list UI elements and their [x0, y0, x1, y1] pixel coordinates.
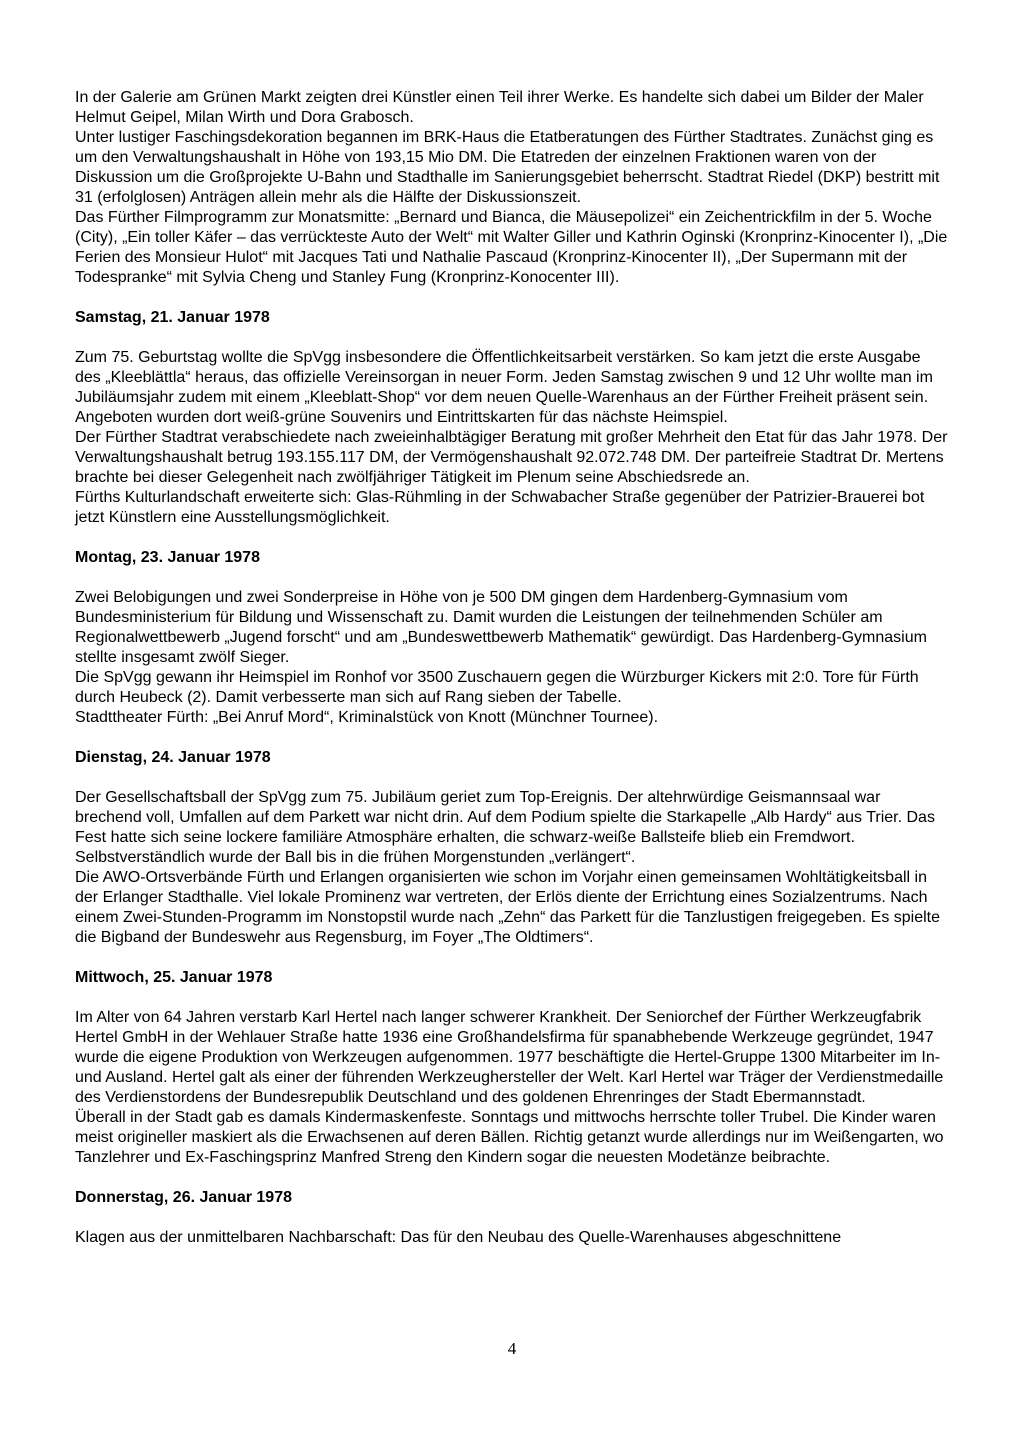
body-paragraph: Das Fürther Filmprogramm zur Monatsmitte: „Bernard und Bianca, die Mäusepolizei“ ein Zeichentrickfilm in der 5. Woche (City), „Ein toller Käfer – das verrückteste Auto der Welt“ mit Walter Giller und Kathrin Oginski (Kronprinz-Kinocenter I), „Die Ferien des Monsieur Hulot“ mit Jacques Tati und Nathalie Pascaud (Kronprinz-Kinocenter II), „Der Supermann mit der Todespranke“ mit Sylvia Cheng und Stanley Fung (Kronprinz-Konocenter III). [75, 209, 948, 286]
body-paragraph: Überall in der Stadt gab es damals Kindermaskenfeste. Sonntags und mittwochs herrschte toller Trubel. Die Kinder waren meist origineller maskiert als die Erwachsenen auf deren Bällen. Richtig getanzt wurde allerdings nur im Weißengarten, wo Tanzlehrer und Ex-Faschingsprinz Manfred Streng den Kindern sogar die neuesten Modetänze beibrachte. [75, 1109, 944, 1166]
body-paragraph: Unter lustiger Faschingsdekoration begannen im BRK-Haus die Etatberatungen des Fürther Stadtrates. Zunächst ging es um den Verwaltungshaushalt in Höhe von 193,15 Mio DM. Die Etatreden der einzelnen Fraktionen waren von der Diskussion um die Großprojekte U-Bahn und Stadthalle im Sanierungsgebiet beherrscht. Stadtrat Riedel (DKP) bestritt mit 31 (erfolglosen) Anträgen allein mehr als die Hälfte der Diskussionszeit. [75, 129, 940, 206]
body-paragraph: Im Alter von 64 Jahren verstarb Karl Hertel nach langer schwerer Krankheit. Der Seniorchef der Fürther Werkzeugfabrik Hertel GmbH in der Wehlauer Straße hatte 1936 eine Großhandelsfirma für spanabhebende Werkzeuge gegründet, 1947 wurde die eigene Produktion von Werkzeugen aufgenommen. 1977 beschäftigte die Hertel-Gruppe 1300 Mitarbeiter im In- und Ausland. Hertel galt als einer der führenden Werkzeughersteller der Welt. Karl Hertel war Träger der Verdienstmedaille des Verdienstordens der Bundesrepublik Deutschland und des goldenen Ehrenringes der Stadt Ebermannstadt. [75, 1009, 944, 1106]
section-heading-montag-23-januar-1978: Montag, 23. Januar 1978 [75, 549, 260, 566]
body-paragraph: Die SpVgg gewann ihr Heimspiel im Ronhof vor 3500 Zuschauern gegen die Würzburger Kickers mit 2:0. Tore für Fürth durch Heubeck (2). Damit verbesserte man sich auf Rang sieben der Tabelle. [75, 669, 919, 706]
body-paragraph: Klagen aus der unmittelbaren Nachbarschaft: Das für den Neubau des Quelle-Warenhauses abgeschnittene [75, 1229, 842, 1246]
section-heading-mittwoch-25-januar-1978: Mittwoch, 25. Januar 1978 [75, 969, 273, 986]
body-paragraph: Der Fürther Stadtrat verabschiedete nach zweieinhalbtägiger Beratung mit großer Mehrheit den Etat für das Jahr 1978. Der Verwaltungshaushalt betrug 193.155.117 DM, der Vermögenshaushalt 92.072.748 DM. Der parteifreie Stadtrat Dr. Mertens brachte bei dieser Gelegenheit nach zwölfjähriger Tätigkeit im Plenum seine Abschiedsrede an. [75, 429, 948, 486]
page-number: 4 [507, 1339, 517, 1358]
section-heading-dienstag-24-januar-1978: Dienstag, 24. Januar 1978 [75, 749, 271, 766]
body-paragraph: Stadttheater Fürth: „Bei Anruf Mord“, Kriminalstück von Knott (Münchner Tournee). [75, 709, 659, 726]
body-paragraph: Fürths Kulturlandschaft erweiterte sich: Glas-Rühmling in der Schwabacher Straße gegenüber der Patrizier-Brauerei bot jetzt Künstlern eine Ausstellungsmöglichkeit. [75, 489, 925, 526]
body-paragraph: In der Galerie am Grünen Markt zeigten drei Künstler einen Teil ihrer Werke. Es handelte sich dabei um Bilder der Maler Helmut Geipel, Milan Wirth und Dora Grabosch. [75, 89, 924, 126]
body-paragraph: Zum 75. Geburtstag wollte die SpVgg insbesondere die Öffentlichkeitsarbeit verstärken. So kam jetzt die erste Ausgabe des „Kleeblättla“ heraus, das offizielle Vereinsorgan in neuer Form. Jeden Samstag zwischen 9 und 12 Uhr wollte man im Jubiläumsjahr zudem mit einem „Kleeblatt-Shop“ vor dem neuen Quelle-Warenhaus an der Fürther Freiheit präsent sein. Angeboten wurden dort weiß-grüne Souvenirs und Eintrittskarten für das nächste Heimspiel. [75, 349, 933, 426]
section-heading-samstag-21-januar-1978: Samstag, 21. Januar 1978 [75, 309, 270, 326]
section-heading-donnerstag-26-januar-1978: Donnerstag, 26. Januar 1978 [75, 1189, 292, 1206]
body-paragraph: Der Gesellschaftsball der SpVgg zum 75. Jubiläum geriet zum Top-Ereignis. Der altehrwürdige Geismannsaal war brechend voll, Umfallen auf dem Parkett war nicht drin. Auf dem Podium spielte die Starkapelle „Alb Hardy“ aus Trier. Das Fest hatte sich seine lockere familiäre Atmosphäre erhalten, die schwarz-weiße Ballsteife blieb ein Fremdwort. Selbstverständlich wurde der Ball bis in die frühen Morgenstunden „verlängert“. [75, 789, 935, 866]
page-body-text [75, 88, 949, 1248]
body-paragraph: Zwei Belobigungen und zwei Sonderpreise in Höhe von je 500 DM gingen dem Hardenberg-Gymnasium vom Bundesministerium für Bildung und Wissenschaft zu. Damit wurden die Leistungen der teilnehmenden Schüler am Regionalwettbewerb „Jugend forscht“ und am „Bundeswettbewerb Mathematik“ gewürdigt. Das Hardenberg-Gymnasium stellte insgesamt zwölf Sieger. [75, 589, 927, 666]
body-paragraph: Die AWO-Ortsverbände Fürth und Erlangen organisierten wie schon im Vorjahr einen gemeinsamen Wohltätigkeitsball in der Erlanger Stadthalle. Viel lokale Prominenz war vertreten, der Erlös diente der Errichtung eines Sozialzentrums. Nach einem Zwei-Stunden-Programm im Nonstopstil wurde nach „Zehn“ das Parkett für die Tanzlustigen freigegeben. Es spielte die Bigband der Bundeswehr aus Regensburg, im Foyer „The Oldtimers“. [75, 869, 941, 946]
